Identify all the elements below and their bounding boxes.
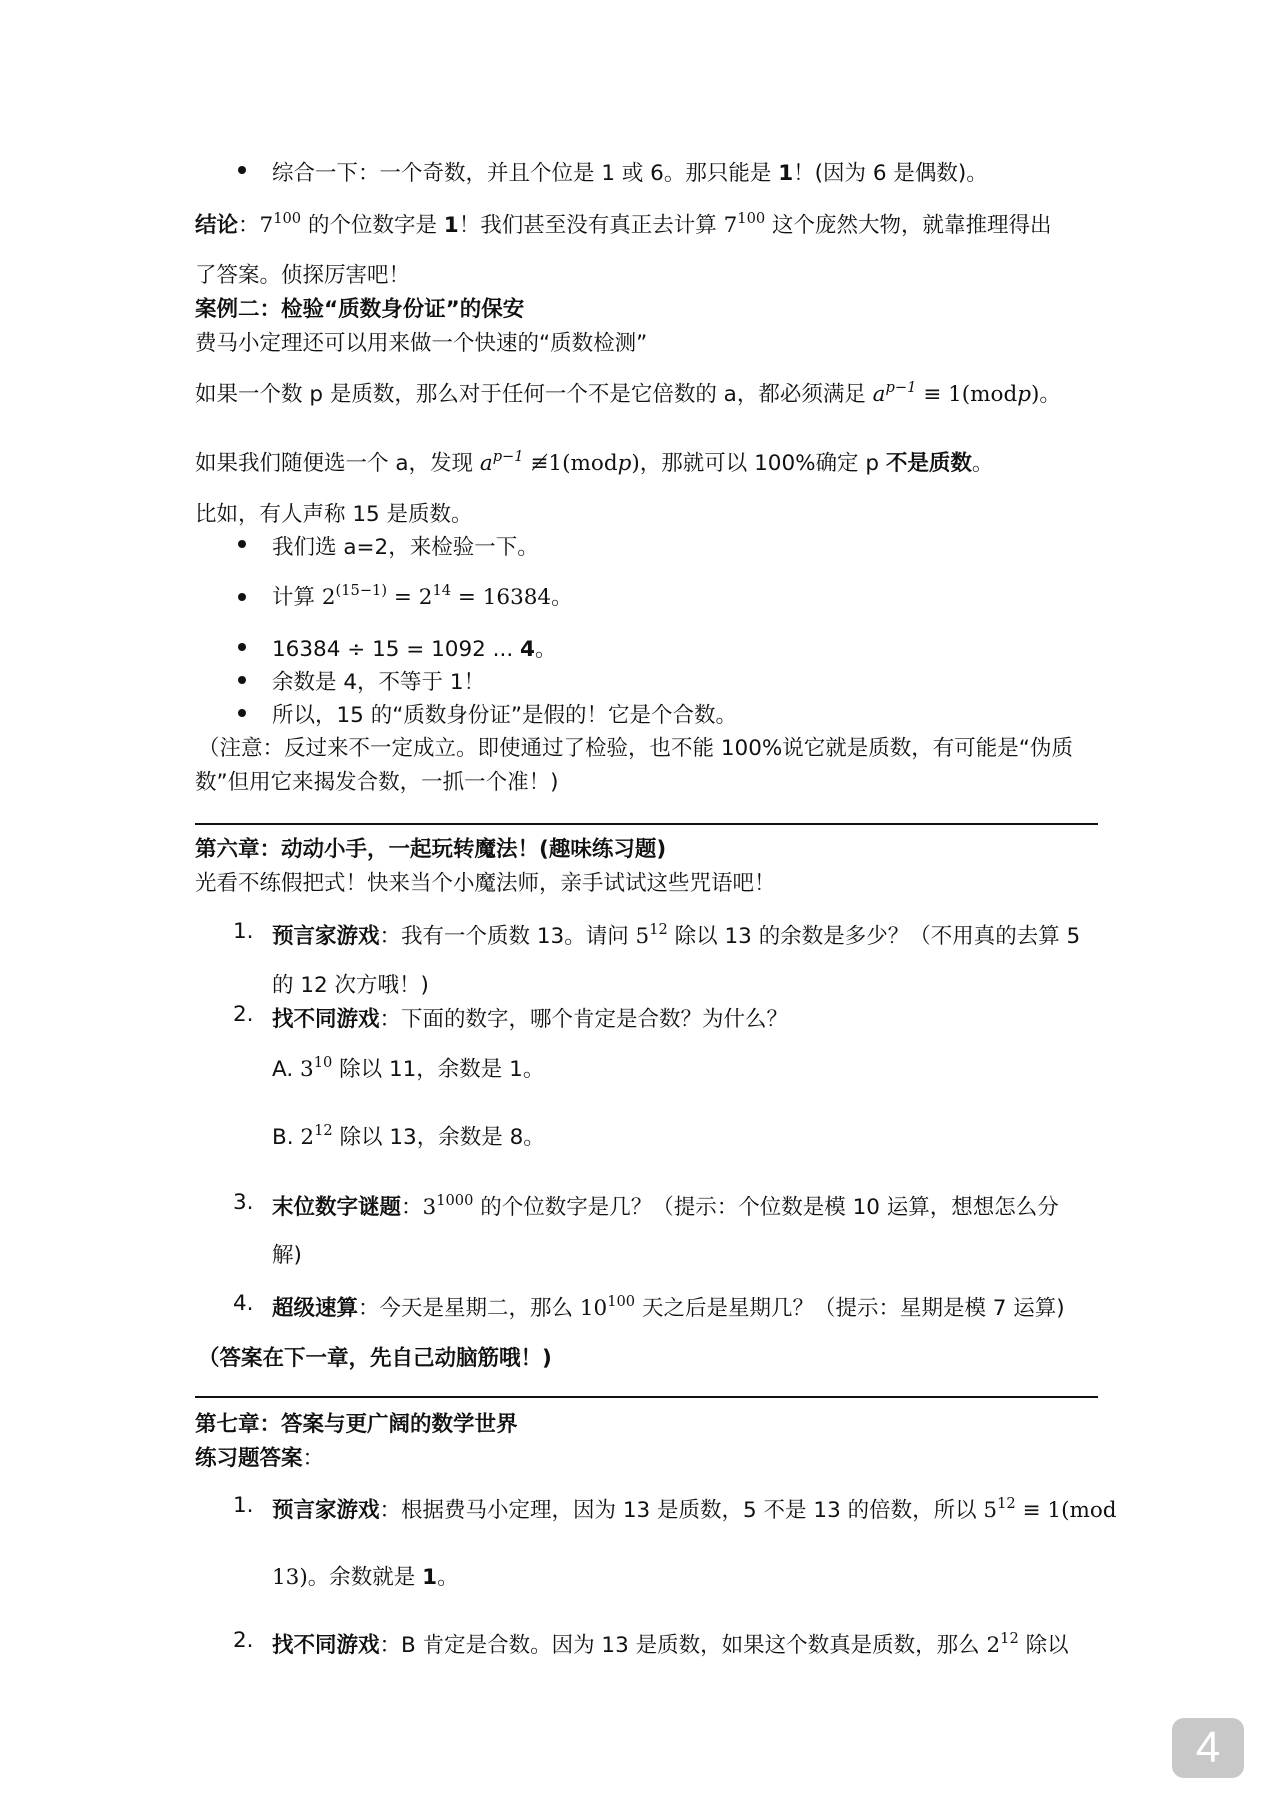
- bullet-dot: [238, 643, 246, 651]
- bullet-dot: [238, 593, 246, 601]
- exercise-3: 末位数字谜题：$3^{1000}$ 的个位数字是几？（提示：个位数是模 10 运算，想想怎么分: [272, 1191, 1059, 1220]
- section-divider: [195, 823, 1098, 825]
- list-number: 3.: [233, 1190, 254, 1215]
- section-divider: [195, 1396, 1098, 1398]
- note-line-2: 数”但用它来揭发合数，一抓一个准！): [195, 770, 559, 795]
- case2-title: 案例二：检验“质数身份证”的保安: [195, 297, 525, 322]
- bullet-dot: [238, 709, 246, 717]
- conclusion-label: 结论: [195, 213, 239, 238]
- conclusion-line-2: 了答案。侦探厉害吧！: [195, 263, 411, 288]
- chapter6-footer: （答案在下一章，先自己动脑筋哦！): [198, 1346, 552, 1371]
- list-number: 1.: [233, 1493, 254, 1518]
- bullet-dot: [238, 166, 246, 174]
- page-number: 4: [1195, 1723, 1221, 1772]
- exercise-3-line-2: 解): [272, 1243, 302, 1268]
- example-intro: 比如，有人声称 15 是质数。: [195, 502, 473, 527]
- exercise-2-option-b: B. $2^{12}$ 除以 13，余数是 8。: [272, 1121, 545, 1150]
- chapter7-title: 第七章：答案与更广阔的数学世界: [195, 1412, 518, 1437]
- bullet-item: 余数是 4，不等于 1！: [272, 670, 486, 695]
- exercise-1-line-2: 的 12 次方哦！): [272, 973, 429, 998]
- if-not-statement: 如果我们随便选一个 a，发现 $a^{p-1}$ ≢1(modp)，那就可以 100%确定 p 不是质数。: [195, 447, 994, 476]
- conclusion-line-1: 结论：$7^{100}$ 的个位数字是 1！我们甚至没有真正去计算 $7^{100}$ 这个庞然大物，就靠推理得出: [195, 209, 1052, 238]
- bullet-item: 计算 $2^{(15-1)} = 2^{14} = 16384$。: [272, 581, 573, 610]
- list-number: 2.: [233, 1628, 254, 1653]
- page-number-badge: [1172, 1718, 1244, 1778]
- list-number: 1.: [233, 919, 254, 944]
- note-line-1: （注意：反过来不一定成立。即使通过了检验，也不能 100%说它就是质数，有可能是“伪质: [198, 736, 1073, 761]
- case2-intro: 费马小定理还可以用来做一个快速的“质数检测”: [195, 331, 648, 356]
- bullet-item: 16384 ÷ 15 = 1092 ... 4。: [272, 637, 557, 662]
- answer-1-line-2: 13)。余数就是 1。: [272, 1565, 459, 1590]
- answer-1: 预言家游戏：根据费马小定理，因为 13 是质数，5 不是 13 的倍数，所以 $5^{12} \equiv 1(mod$: [272, 1494, 1117, 1523]
- bullet-dot: [238, 676, 246, 684]
- chapter6-title: 第六章：动动小手，一起玩转魔法！(趣味练习题): [195, 837, 667, 862]
- summary-line: 综合一下：一个奇数，并且个位是 1 或 6。那只能是 1！(因为 6 是偶数)。: [272, 161, 988, 186]
- bullet-item: 所以，15 的“质数身份证”是假的！它是个合数。: [272, 703, 737, 728]
- bullet-item: 我们选 a=2，来检验一下。: [272, 535, 539, 560]
- exercise-1: 预言家游戏：我有一个质数 13。请问 $5^{12}$ 除以 13 的余数是多少？（不用真的去算 5: [272, 920, 1081, 949]
- exercise-2-option-a: A. $3^{10}$ 除以 11，余数是 1。: [272, 1053, 545, 1082]
- bullet-dot: [238, 540, 246, 548]
- answers-label: 练习题答案：: [195, 1446, 325, 1471]
- if-prime-statement: 如果一个数 p 是质数，那么对于任何一个不是它倍数的 a，都必须满足 $a^{p-1}$ ≡ 1(modp)。: [195, 378, 1061, 407]
- answer-2: 找不同游戏：B 肯定是合数。因为 13 是质数，如果这个数真是质数，那么 $2^{12}$ 除以: [272, 1629, 1069, 1658]
- list-number: 2.: [233, 1002, 254, 1027]
- chapter6-intro: 光看不练假把式！快来当个小魔法师，亲手试试这些咒语吧！: [195, 871, 776, 896]
- exercise-4: 超级速算：今天是星期二，那么 $10^{100}$ 天之后是星期几？（提示：星期是模 7 运算): [272, 1292, 1065, 1321]
- list-number: 4.: [233, 1291, 254, 1316]
- exercise-2: 找不同游戏：下面的数字，哪个肯定是合数？为什么？: [272, 1007, 789, 1032]
